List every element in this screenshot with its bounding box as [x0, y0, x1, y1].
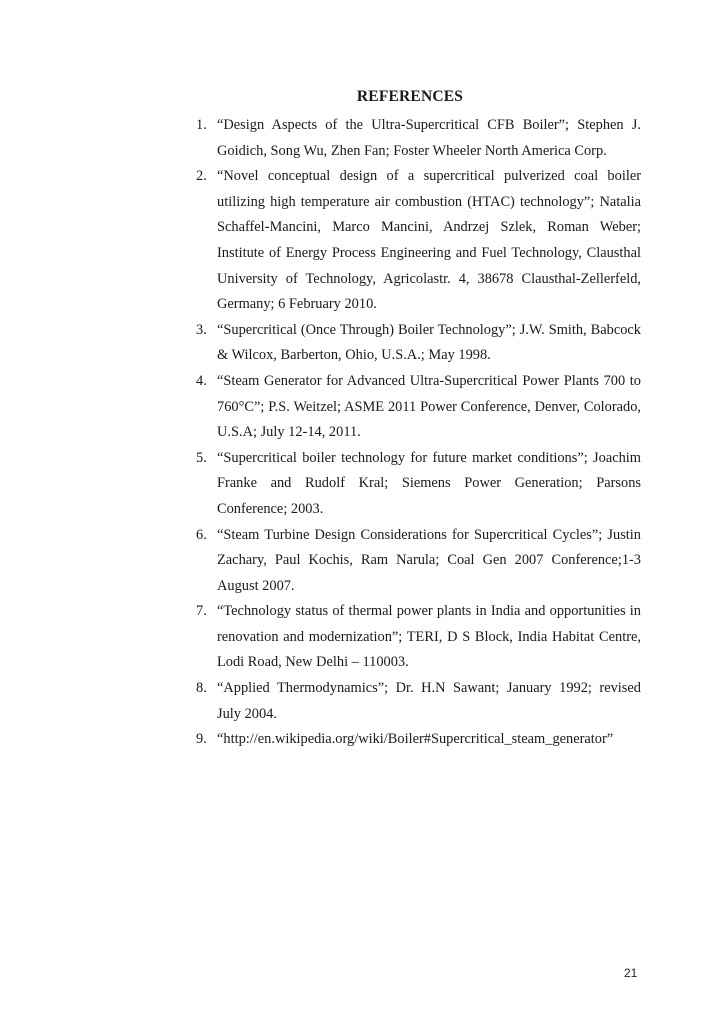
reference-number: 7. — [196, 603, 207, 620]
reference-item — [196, 113, 641, 164]
reference-item — [196, 318, 641, 369]
reference-item — [196, 164, 641, 318]
reference-number: 2. — [196, 168, 207, 185]
reference-item — [196, 727, 641, 753]
reference-text: “Novel conceptual design of a supercritical pulverized coal boiler utilizing high temperature air combustion (HTAC) technology”; Natalia Schaffel-Mancini, Marco Mancini, Andrzej Szlek, Roman Weber; Institute of Energy Process Engineering and Fuel Technology, Clausthal University of Technology, Agricolastr. 4, 38678 Clausthal-Zellerfeld, Germany; 6 February 2010. — [217, 168, 641, 313]
reference-number: 6. — [196, 526, 207, 543]
reference-number: 5. — [196, 449, 207, 466]
reference-number: 9. — [196, 731, 207, 748]
reference-item — [196, 599, 641, 676]
reference-text: “Steam Generator for Advanced Ultra-Supercritical Power Plants 700 to 760°C”; P.S. Weitzel; ASME 2011 Power Conference, Denver, Colorado, U.S.A; July 12-14, 2011. — [217, 372, 641, 441]
reference-text: “Technology status of thermal power plants in India and opportunities in renovation and modernization”; TERI, D S Block, India Habitat Centre, Lodi Road, New Delhi – 110003. — [217, 603, 641, 671]
references-heading: REFERENCES — [356, 88, 464, 105]
reference-text: “Applied Thermodynamics”; Dr. H.N Sawant; January 1992; revised July 2004. — [217, 680, 641, 722]
reference-number: 1. — [196, 117, 207, 133]
reference-item — [196, 369, 641, 446]
reference-item — [196, 446, 641, 523]
reference-number: 8. — [196, 680, 207, 697]
page-number: 21 — [624, 966, 638, 980]
reference-text: “Supercritical boiler technology for future market conditions”; Joachim Franke and Rudolf Kral; Siemens Power Generation; Parsons Conference; 2003. — [217, 449, 641, 517]
reference-text: “Supercritical (Once Through) Boiler Technology”; J.W. Smith, Babcock & Wilcox, Barberton, Ohio, U.S.A.; May 1998. — [217, 321, 641, 364]
reference-text: “Steam Turbine Design Considerations for Supercritical Cycles”; Justin Zachary, Paul Kochis, Ram Narula; Coal Gen 2007 Conference;1-3 August 2007. — [217, 526, 641, 594]
reference-link-text: “http://en.wikipedia.org/wiki/Boiler#Supercritical_steam_generator” — [217, 731, 614, 748]
reference-item — [196, 523, 641, 600]
reference-number: 4. — [196, 372, 207, 389]
reference-number: 3. — [196, 321, 207, 338]
reference-text: “Design Aspects of the Ultra-Supercritical CFB Boiler”; Stephen J. Goidich, Song Wu, Zhen Fan; Foster Wheeler North America Corp. — [217, 117, 641, 159]
reference-list — [196, 113, 641, 753]
reference-item — [196, 676, 641, 727]
